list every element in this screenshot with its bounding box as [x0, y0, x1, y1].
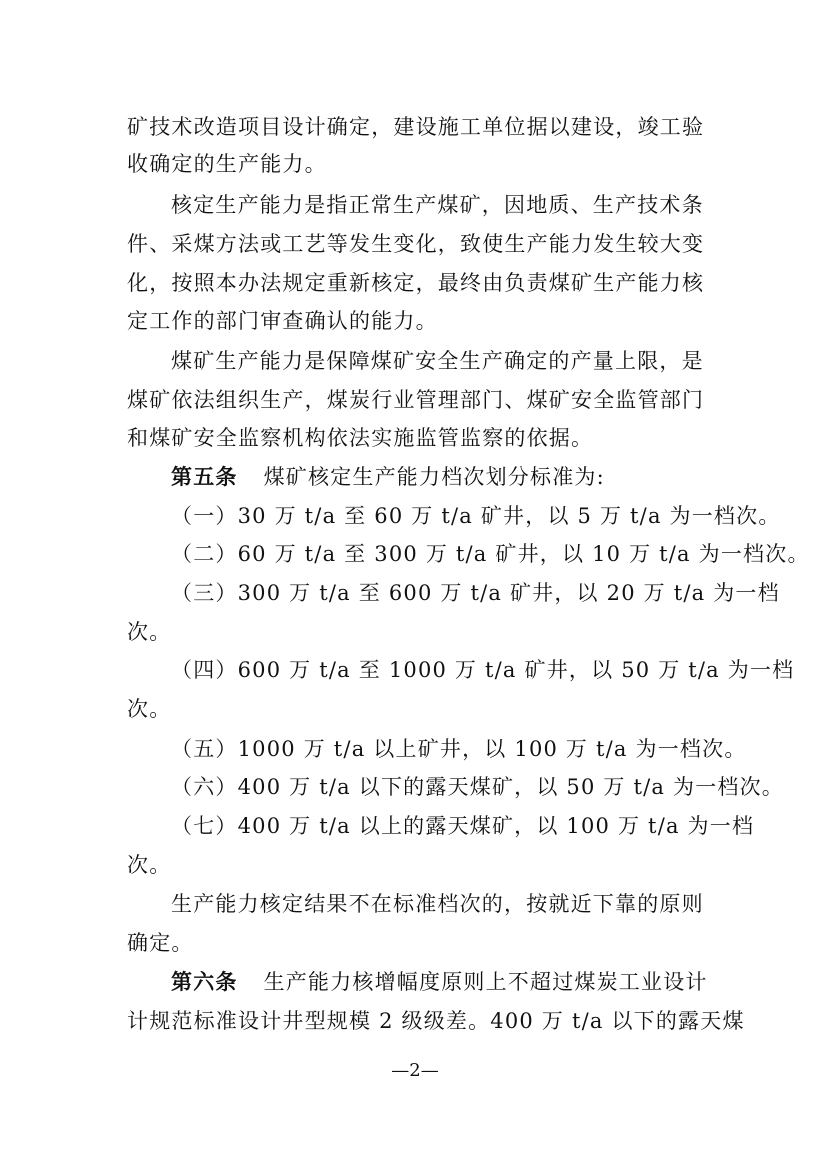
list-item: （六）400 万 t/a 以下的露天煤矿，以 50 万 t/a 为一档次。 — [171, 775, 784, 799]
paragraph-line: 确定。 — [127, 931, 194, 955]
list-item: （五）1000 万 t/a 以上矿井，以 100 万 t/a 为一档次。 — [171, 737, 747, 761]
paragraph-line: 定工作的部门审查确认的能力。 — [127, 309, 438, 333]
article-6-text: 生产能力核增幅度原则上不超过煤炭工业设计 — [263, 970, 708, 994]
list-item: （一）30 万 t/a 至 60 万 t/a 矿井，以 5 万 t/a 为一档次。 — [171, 504, 781, 528]
paragraph-line: 和煤矿安全监察机构依法实施监管监察的依据。 — [127, 426, 594, 450]
paragraph-line: 矿技术改造项目设计确定，建设施工单位据以建设，竣工验 — [127, 115, 705, 139]
list-item: （三）300 万 t/a 至 600 万 t/a 矿井，以 20 万 t/a 为一档 — [171, 581, 780, 605]
paragraph-line: 核定生产能力是指正常生产煤矿，因地质、生产技术条 — [171, 193, 704, 217]
article-6-continuation: 计规范标准设计井型规模 2 级级差。400 万 t/a 以下的露天煤 — [127, 1009, 745, 1033]
article-5-text: 煤矿核定生产能力档次划分标准为: — [263, 465, 605, 489]
list-item-continuation: 次。 — [127, 697, 172, 721]
list-item: （七）400 万 t/a 以上的露天煤矿，以 100 万 t/a 为一档 — [171, 814, 755, 838]
paragraph-line: 煤矿依法组织生产，煤炭行业管理部门、煤矿安全监管部门 — [127, 388, 705, 412]
paragraph-line: 件、采煤方法或工艺等发生变化，致使生产能力发生较大变 — [127, 232, 705, 256]
paragraph-line: 煤矿生产能力是保障煤矿安全生产确定的产量上限，是 — [171, 349, 704, 373]
paragraph-line: 化，按照本办法规定重新核定，最终由负责煤矿生产能力核 — [127, 271, 705, 295]
list-item: （二）60 万 t/a 至 300 万 t/a 矿井，以 10 万 t/a 为一档次。 — [171, 542, 810, 566]
paragraph-line: 生产能力核定结果不在标准档次的，按就近下靠的原则 — [171, 892, 704, 916]
list-item-continuation: 次。 — [127, 620, 172, 644]
article-6-heading: 第六条 — [171, 969, 238, 994]
article-5-line — [171, 458, 707, 496]
paragraph-line: 收确定的生产能力。 — [127, 152, 327, 176]
page-number: —2— — [391, 1060, 439, 1081]
article-5-heading: 第五条 — [171, 464, 238, 489]
list-item: （四）600 万 t/a 至 1000 万 t/a 矿井，以 50 万 t/a 为一档 — [171, 658, 795, 682]
list-item-continuation: 次。 — [127, 853, 172, 877]
article-6-line — [171, 963, 707, 1001]
